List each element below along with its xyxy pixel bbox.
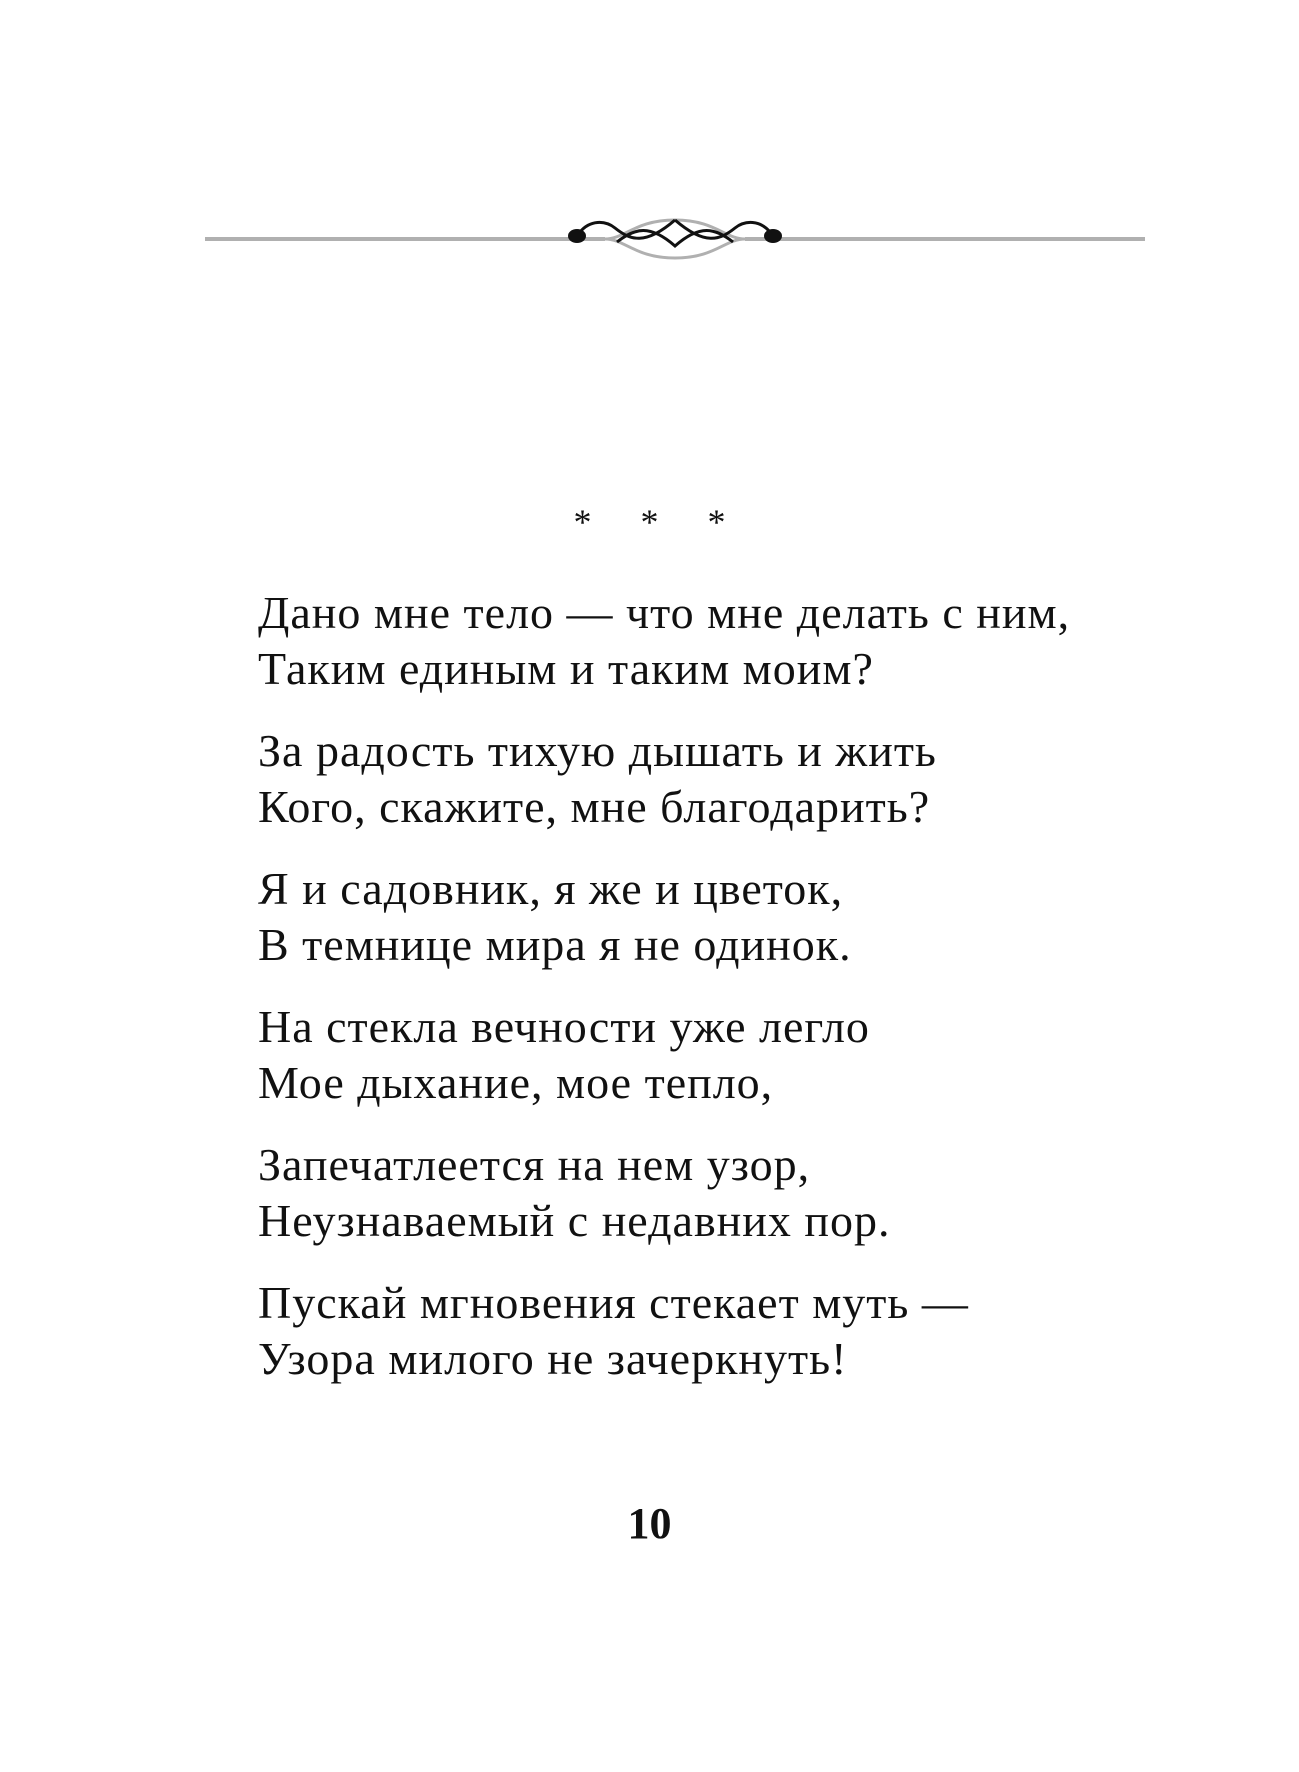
poem-line: Мое дыхание, мое тепло, xyxy=(258,1057,774,1108)
poem-line: Кого, скажите, мне благодарить? xyxy=(258,781,931,832)
poem-body xyxy=(258,585,1158,1413)
stanza xyxy=(258,861,1158,973)
stanza xyxy=(258,723,1158,835)
poem-line: Я и садовник, я же и цветок, xyxy=(258,863,844,914)
poem-line: За радость тихую дышать и жить xyxy=(258,725,937,776)
poem-line: Таким единым и таким моим? xyxy=(258,643,874,694)
stanza xyxy=(258,1275,1158,1387)
poem-line: В темнице мира я не одинок. xyxy=(258,919,852,970)
poem-line: На стекла вечности уже легло xyxy=(258,1001,870,1052)
flourish-divider-icon xyxy=(205,180,1145,260)
stanza xyxy=(258,585,1158,697)
stanza-separator: * * * xyxy=(573,502,746,542)
poem-line: Неузнаваемый с недавних пор. xyxy=(258,1195,891,1246)
poem-line: Запечатлеется на нем узор, xyxy=(258,1139,811,1190)
stanza xyxy=(258,999,1158,1111)
poem-line: Узора милого не зачеркнуть! xyxy=(258,1333,848,1384)
poem-line: Пускай мгновения стекает муть — xyxy=(258,1277,969,1328)
stanza xyxy=(258,1137,1158,1249)
poem-line: Дано мне тело — что мне делать с ним, xyxy=(258,587,1071,638)
page-number: 10 xyxy=(627,1499,672,1548)
